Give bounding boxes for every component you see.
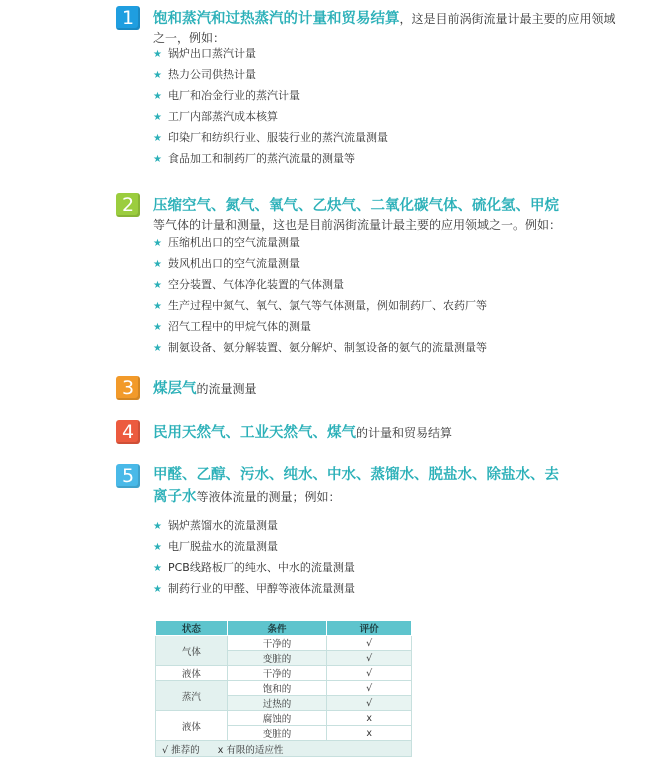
list-item: ★ 生产过程中氮气、氧气、氯气等气体测量，例如制药厂、农药厂等	[153, 299, 487, 312]
list-item: ★ 空分装置、气体净化装置的气体测量	[153, 278, 344, 291]
star-icon: ★	[153, 301, 162, 312]
section-5-list	[153, 515, 355, 599]
star-icon: ★	[153, 542, 162, 553]
star-icon: ★	[153, 70, 162, 81]
header-rating: 评价	[327, 621, 412, 636]
table-legend-row	[156, 741, 412, 757]
section-3-heading	[153, 379, 623, 399]
state-cell: 气体	[156, 636, 228, 666]
number-badge-1: 1	[116, 6, 140, 30]
number-badge-5: 5	[116, 464, 140, 488]
condition-cell: 变脏的	[227, 651, 327, 666]
list-item: ★ 鼓风机出口的空气流量测量	[153, 257, 300, 270]
list-item: ★ 压缩机出口的空气流量测量	[153, 236, 300, 249]
section-3-title: 煤层气	[153, 380, 197, 397]
table-row	[156, 636, 412, 651]
list-item: ★ 锅炉出口蒸汽计量	[153, 47, 256, 60]
table-row	[156, 681, 412, 696]
star-icon: ★	[153, 91, 162, 102]
star-icon: ★	[153, 133, 162, 144]
section-2-desc: 等气体的计量和测量，这也是目前涡街流量计最主要的应用领域之一。例如：	[153, 218, 562, 232]
number-badge-2: 2	[116, 193, 140, 217]
list-item: ★ 食品加工和制药厂的蒸汽流量的测量等	[153, 152, 355, 165]
table-header-row	[156, 621, 412, 636]
condition-cell: 腐蚀的	[227, 711, 327, 726]
section-5-title: 甲醛、乙醇、污水、纯水、中水、蒸馏水、脱盐水、除盐水、去离子水	[153, 466, 559, 505]
list-item: ★ 锅炉蒸馏水的流量测量	[153, 519, 278, 532]
evaluation-table	[155, 620, 412, 757]
star-icon: ★	[153, 238, 162, 249]
star-icon: ★	[153, 343, 162, 354]
star-icon: ★	[153, 280, 162, 291]
header-state: 状态	[156, 621, 228, 636]
list-item: ★ 制氨设备、氨分解装置、氨分解炉、制氢设备的氨气的流量测量等	[153, 341, 487, 354]
star-icon: ★	[153, 112, 162, 123]
rating-cell: √	[327, 681, 412, 696]
table-legend: √ 推荐的 x 有限的适应性	[156, 741, 412, 757]
section-2-title: 压缩空气、氮气、氧气、乙炔气、二氧化碳气体、硫化氢、甲烷	[153, 197, 559, 214]
list-item: ★ 工厂内部蒸汽成本核算	[153, 110, 278, 123]
condition-cell: 过热的	[227, 696, 327, 711]
star-icon: ★	[153, 154, 162, 165]
star-icon: ★	[153, 322, 162, 333]
condition-cell: 饱和的	[227, 681, 327, 696]
star-icon: ★	[153, 584, 162, 595]
section-1-title: 饱和蒸汽和过热蒸汽的计量和贸易结算	[153, 10, 400, 27]
star-icon: ★	[153, 563, 162, 574]
section-5-desc: 等液体流量的测量；例如：	[196, 490, 341, 504]
condition-cell: 干净的	[227, 666, 327, 681]
list-item: ★ 制药行业的甲醛、甲醇等液体流量测量	[153, 582, 355, 595]
section-1-desc: ，这是目前涡街流量计最主要的应用领域之一，例如：	[153, 12, 616, 45]
section-5-heading	[153, 464, 573, 508]
section-3-desc: 的流量测量	[196, 382, 257, 396]
list-item: ★ 热力公司供热计量	[153, 68, 256, 81]
list-item: ★ 电厂和冶金行业的蒸汽计量	[153, 89, 300, 102]
state-cell: 液体	[156, 711, 228, 741]
rating-cell: x	[327, 726, 412, 741]
list-item: ★ PCB线路板厂的纯水、中水的流量测量	[153, 561, 355, 574]
rating-cell: √	[327, 696, 412, 711]
rating-cell: √	[327, 666, 412, 681]
rating-cell: √	[327, 651, 412, 666]
section-4-title: 民用天然气、工业天然气、煤气	[153, 424, 356, 441]
rating-cell: x	[327, 711, 412, 726]
header-condition: 条件	[227, 621, 327, 636]
number-badge-3: 3	[116, 376, 140, 400]
star-icon: ★	[153, 259, 162, 270]
state-cell: 蒸汽	[156, 681, 228, 711]
table-row	[156, 711, 412, 726]
number-badge-4: 4	[116, 420, 140, 444]
star-icon: ★	[153, 49, 162, 60]
list-item: ★ 沼气工程中的甲烷气体的测量	[153, 320, 311, 333]
list-item: ★ 印染厂和纺织行业、服装行业的蒸汽流量测量	[153, 131, 388, 144]
condition-cell: 变脏的	[227, 726, 327, 741]
section-2-heading	[153, 196, 623, 235]
rating-cell: √	[327, 636, 412, 651]
state-cell: 液体	[156, 666, 228, 681]
star-icon: ★	[153, 521, 162, 532]
section-2-list	[153, 232, 487, 358]
condition-cell: 干净的	[227, 636, 327, 651]
section-1-list	[153, 43, 388, 169]
list-item: ★ 电厂脱盐水的流量测量	[153, 540, 278, 553]
section-4-desc: 的计量和贸易结算	[356, 426, 453, 440]
table-row	[156, 666, 412, 681]
section-4-heading	[153, 423, 623, 443]
